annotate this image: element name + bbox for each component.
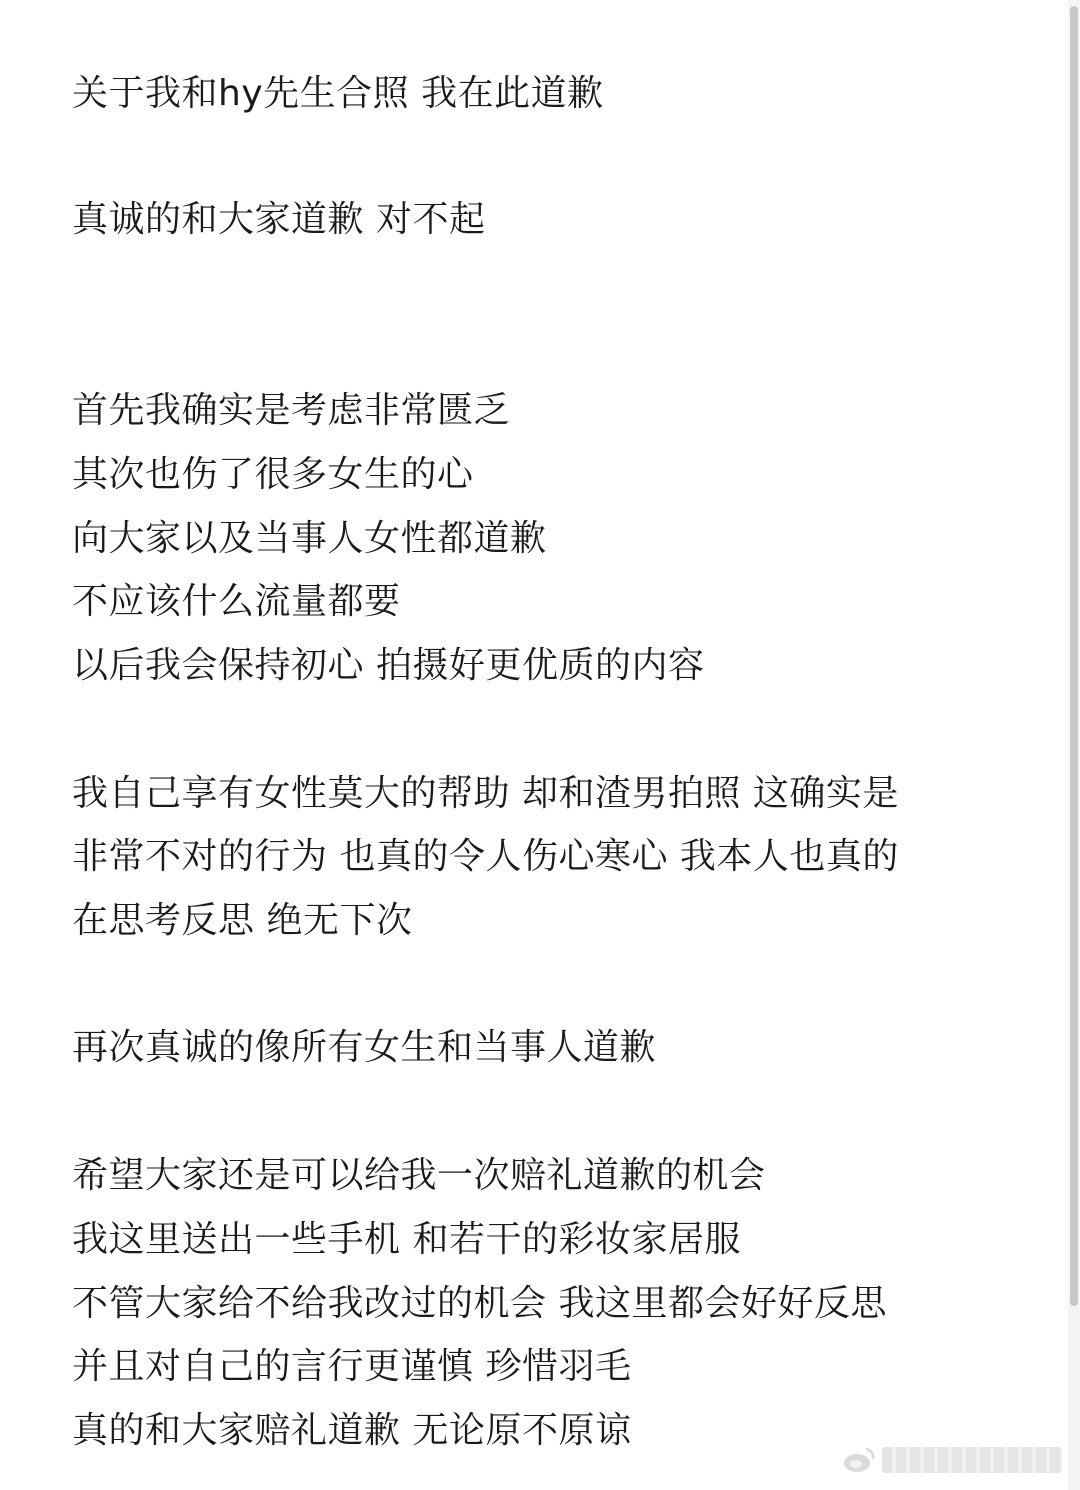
text-line: 真诚的和大家道歉 对不起 (72, 199, 486, 240)
text-line: 我自己享有女性莫大的帮助 却和渣男拍照 这确实是 (72, 773, 899, 814)
text-line: 在思考反思 绝无下次 (72, 900, 413, 941)
weibo-logo-icon (842, 1445, 876, 1475)
watermark (842, 1442, 1062, 1478)
text-line: 首先我确实是考虑非常匮乏 (72, 390, 511, 431)
text-line: 不管大家给不给我改过的机会 我这里都会好好反思 (72, 1283, 887, 1324)
text-line: 关于我和hy先生合照 我在此道歉 (72, 73, 604, 114)
text-line: 真的和大家赔礼道歉 无论原不原谅 (72, 1410, 632, 1451)
scrollbar[interactable] (1068, 0, 1080, 1490)
text-line: 非常不对的行为 也真的令人伤心寒心 我本人也真的 (72, 836, 899, 877)
text-line: 我这里送出一些手机 和若干的彩妆家居服 (72, 1219, 741, 1260)
watermark-text-block (882, 1447, 1062, 1473)
text-line: 再次真诚的像所有女生和当事人道歉 (72, 1027, 657, 1068)
text-line: 希望大家还是可以给我一次赔礼道歉的机会 (72, 1155, 766, 1196)
text-line: 以后我会保持初心 拍摄好更优质的内容 (72, 645, 705, 686)
scrollbar-thumb[interactable] (1070, 6, 1078, 1306)
text-line: 其次也伤了很多女生的心 (72, 454, 474, 495)
text-line: 并且对自己的言行更谨慎 珍惜羽毛 (72, 1346, 632, 1387)
text-line: 不应该什么流量都要 (72, 581, 401, 622)
text-line: 向大家以及当事人女性都道歉 (72, 518, 547, 559)
